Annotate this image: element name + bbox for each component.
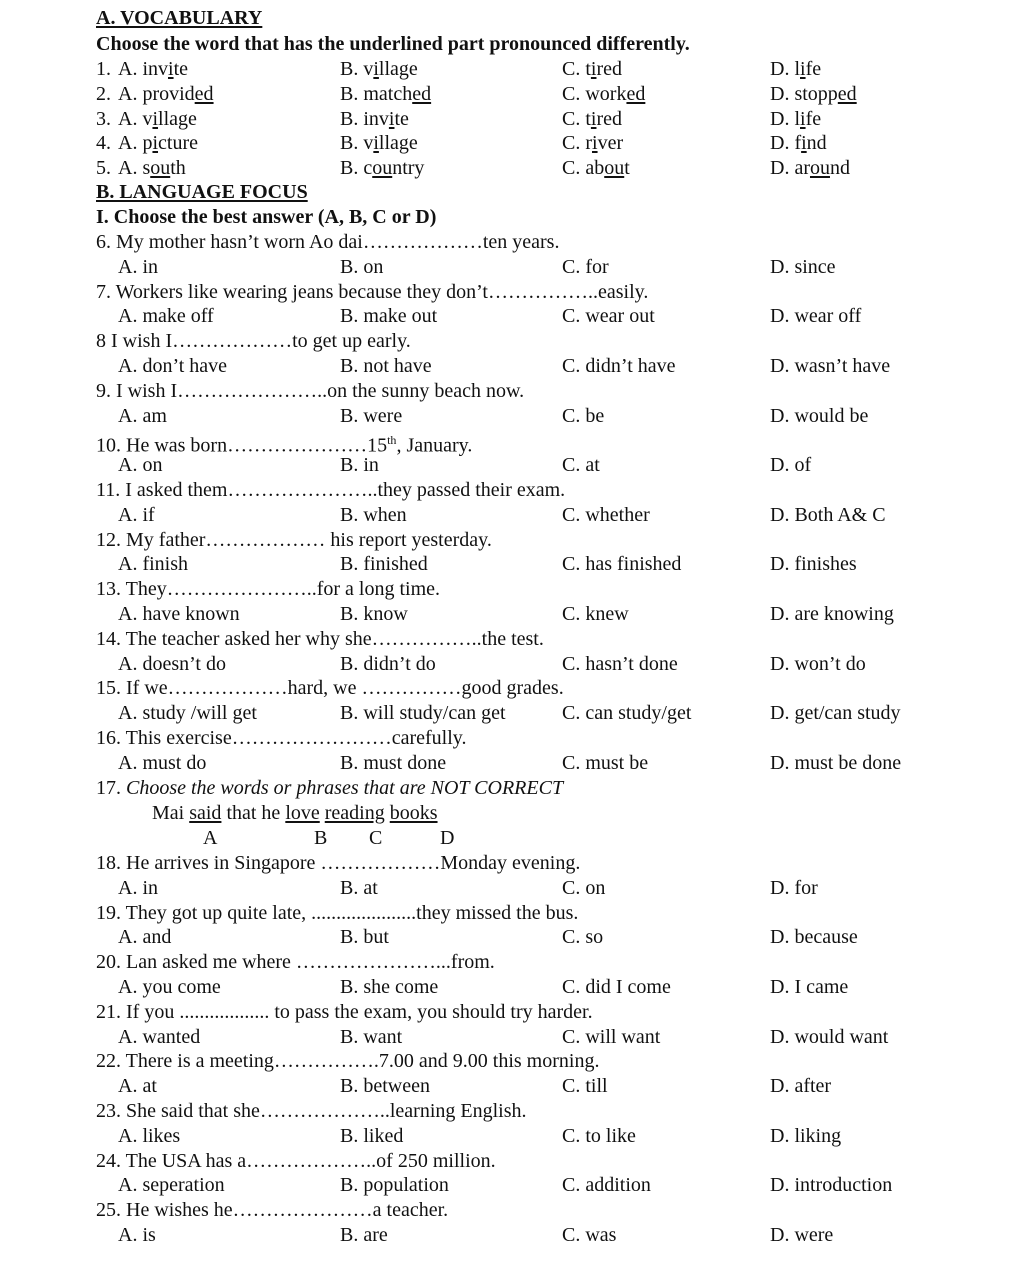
answer-option[interactable]: D. finishes [770,553,857,576]
answer-option[interactable]: D. after [770,1075,832,1098]
answer-option[interactable]: B. she come [340,976,439,998]
answer-option[interactable]: D. must be done [770,751,902,774]
answer-options [0,701,1024,726]
answer-option[interactable]: A. if [118,503,155,526]
answer-options [0,602,1024,627]
answer-option[interactable]: C. to like [562,1124,636,1147]
answer-option[interactable]: D. life [770,58,822,80]
question-number: 3. [96,107,111,130]
question-text: 22. There is a meeting…………….7.00 and 9.00 this morning. [96,1050,600,1073]
question-number: 4. [96,132,111,155]
answer-options [0,1223,1024,1248]
question-text: 19. They got up quite late, .....................they missed the bus. [96,901,579,924]
answer-option[interactable]: A. provided [118,82,214,105]
answer-option[interactable]: B. make out [340,305,438,328]
answer-option[interactable]: D. were [770,1224,834,1246]
question-text: 13. They…………………..for a long time. [96,578,441,601]
answer-option[interactable]: C. has finished [562,553,682,576]
answer-option[interactable]: B. are [340,1224,388,1246]
answer-option[interactable]: C. for [562,255,609,278]
answer-option[interactable]: B. know [340,603,408,625]
question-text: 20. Lan asked me where …………………...from. [96,951,495,974]
answer-option[interactable]: B. when [340,503,407,526]
answer-option[interactable]: C. hasn’t done [562,652,678,675]
question-text: 10. He was born…………………15th, January. [96,433,473,458]
option-label-b: B [314,827,328,849]
answer-option[interactable]: C. will want [562,1025,661,1048]
answer-option[interactable]: B. not have [340,355,432,377]
answer-option[interactable]: A. make off [118,305,214,328]
question-text: 24. The USA has a………………..of 250 million. [96,1149,496,1172]
answer-option[interactable]: A. seperation [118,1174,225,1197]
answer-option[interactable]: D. would be [770,404,869,427]
vocabulary-heading: A. VOCABULARY [96,7,263,29]
answer-option[interactable]: B. matched [340,82,432,105]
answer-option[interactable]: A. doesn’t do [118,652,226,675]
answer-option[interactable]: C. did I come [562,976,671,998]
question-number: 1. [96,58,111,80]
vocab-question-1 [0,57,1024,82]
answer-options [0,503,1024,528]
answer-options [0,1124,1024,1149]
answer-option[interactable]: C. wear out [562,305,655,328]
answer-option[interactable]: D. liking [770,1124,842,1147]
answer-option[interactable]: A. finish [118,553,188,576]
section-1-heading: I. Choose the best answer (A, B, C or D) [96,206,437,228]
question-number: 5. [96,157,111,180]
answer-option[interactable]: A. study /will get [118,702,257,725]
answer-option[interactable]: B. in [340,454,379,477]
answer-option[interactable]: D. stopped [770,82,857,105]
answer-option[interactable]: A. south [118,157,186,180]
answer-option[interactable]: B. will study/can get [340,702,506,725]
answer-options [0,652,1024,677]
answer-option[interactable]: D. won’t do [770,652,866,675]
answer-option[interactable]: B. invite [340,107,409,130]
answer-option[interactable]: A. village [118,107,197,130]
answer-option[interactable]: D. of [770,454,812,477]
answer-option[interactable]: A. you come [118,976,221,998]
answer-options [0,751,1024,776]
answer-option[interactable]: D. life [770,107,822,130]
answer-option[interactable]: D. around [770,157,850,180]
answer-option[interactable]: B. village [340,58,418,80]
answer-option[interactable]: B. at [340,876,378,899]
answer-option[interactable]: A. have known [118,603,240,625]
answer-option[interactable]: C. about [562,157,630,180]
question-text: 11. I asked them…………………..they passed their exam. [96,479,566,501]
question-text: 14. The teacher asked her why she……………..the test. [96,627,544,650]
answer-option[interactable]: A. at [118,1075,157,1098]
question-text: 21. If you .................. to pass the exam, you should try harder. [96,1000,593,1023]
answer-option[interactable]: B. didn’t do [340,652,436,675]
question-17-prompt: 17. Choose the words or phrases that are NOT CORRECT [96,777,564,799]
answer-options [0,1025,1024,1050]
question-text: 9. I wish I…………………..on the sunny beach now. [96,379,525,402]
answer-option[interactable]: A. is [118,1224,156,1246]
answer-option[interactable]: C. whether [562,503,650,526]
answer-option[interactable]: C. was [562,1224,617,1246]
answer-options [0,453,1024,478]
answer-option[interactable]: D. because [770,926,858,949]
question-text: 23. She said that she………………..learning English. [96,1100,527,1122]
question-text: 15. If we………………hard, we ……………good grades. [96,677,564,700]
answer-options [0,354,1024,379]
answer-option[interactable]: B. village [340,132,418,155]
answer-option[interactable]: C. knew [562,603,629,625]
answer-option[interactable]: A. don’t have [118,355,228,377]
answer-options [0,304,1024,329]
answer-option[interactable]: B. finished [340,553,428,576]
question-17-sentence: Mai said that he love reading books [152,802,438,824]
answer-option[interactable]: A. wanted [118,1025,201,1048]
answer-option[interactable]: B. but [340,926,389,949]
question-text: 18. He arrives in Singapore ………………Monday evening. [96,852,581,874]
option-label-c: C [369,827,383,849]
vocab-question-5 [0,156,1024,181]
answer-option[interactable]: D. get/can study [770,702,901,725]
vocabulary-instruction: Choose the word that has the underlined part pronounced differently. [96,33,690,55]
answer-options [0,876,1024,901]
answer-options [0,925,1024,950]
answer-option[interactable]: A. in [118,876,158,899]
answer-option[interactable]: A. on [118,454,163,477]
answer-option[interactable]: C. addition [562,1174,651,1197]
option-label-a: A [203,827,218,849]
answer-option[interactable]: D. would want [770,1025,889,1048]
answer-option[interactable]: A. am [118,404,167,427]
answer-option[interactable]: D. introduction [770,1174,893,1197]
answer-option[interactable]: D. for [770,876,818,899]
answer-option[interactable]: A. and [118,926,172,949]
answer-option[interactable]: C. tired [562,58,623,80]
answer-option[interactable]: B. on [340,255,384,278]
answer-option[interactable]: A. must do [118,751,207,774]
answer-option[interactable]: B. country [340,157,425,180]
answer-options [0,552,1024,577]
vocab-question-4 [0,131,1024,156]
answer-option[interactable]: A. picture [118,132,198,155]
question-text: 16. This exercise……………………carefully. [96,727,467,749]
question-text: 7. Workers like wearing jeans because they don’t……………..easily. [96,280,649,303]
answer-option[interactable]: C. tired [562,107,623,130]
answer-option[interactable]: C. at [562,454,600,477]
answer-option[interactable]: D. since [770,255,836,278]
question-number: 2. [96,82,111,105]
answer-option[interactable]: B. population [340,1174,449,1197]
vocab-question-2 [0,82,1024,107]
answer-options [0,1074,1024,1099]
answer-option[interactable]: D. Both A& C [770,503,886,526]
answer-option[interactable]: C. river [562,132,624,155]
answer-option[interactable]: B. want [340,1025,403,1048]
answer-option[interactable]: A. invite [118,58,188,80]
answer-option[interactable]: C. must be [562,751,649,774]
vocab-question-3 [0,107,1024,132]
language-focus-heading: B. LANGUAGE FOCUS [96,181,308,203]
answer-option[interactable]: C. till [562,1075,608,1098]
answer-option[interactable]: D. I came [770,976,849,998]
answer-option[interactable]: C. on [562,876,606,899]
question-text: 8 I wish I………………to get up early. [96,330,411,353]
answer-option[interactable]: D. wear off [770,305,862,328]
answer-options [0,1173,1024,1198]
answer-option[interactable]: D. find [770,132,827,155]
answer-option[interactable]: A. in [118,255,158,278]
answer-option[interactable]: C. be [562,404,605,427]
answer-options [0,404,1024,429]
answer-option[interactable]: C. can study/get [562,702,692,725]
answer-option[interactable]: B. liked [340,1124,404,1147]
answer-option[interactable]: D. wasn’t have [770,355,891,377]
answer-options [0,255,1024,280]
answer-option[interactable]: C. so [562,926,604,949]
answer-option[interactable]: C. worked [562,82,646,105]
answer-option[interactable]: C. didn’t have [562,355,676,377]
answer-option[interactable]: A. likes [118,1124,181,1147]
answer-option[interactable]: B. were [340,404,403,427]
option-label-d: D [440,827,455,849]
question-text: 25. He wishes he…………………a teacher. [96,1199,449,1222]
answer-options [0,975,1024,1000]
answer-option[interactable]: D. are knowing [770,603,894,625]
question-text: 12. My father……………… his report yesterday. [96,528,492,551]
question-text: 6. My mother hasn’t worn Ao dai………………ten years. [96,231,560,253]
answer-option[interactable]: B. must done [340,751,447,774]
answer-option[interactable]: B. between [340,1075,430,1098]
